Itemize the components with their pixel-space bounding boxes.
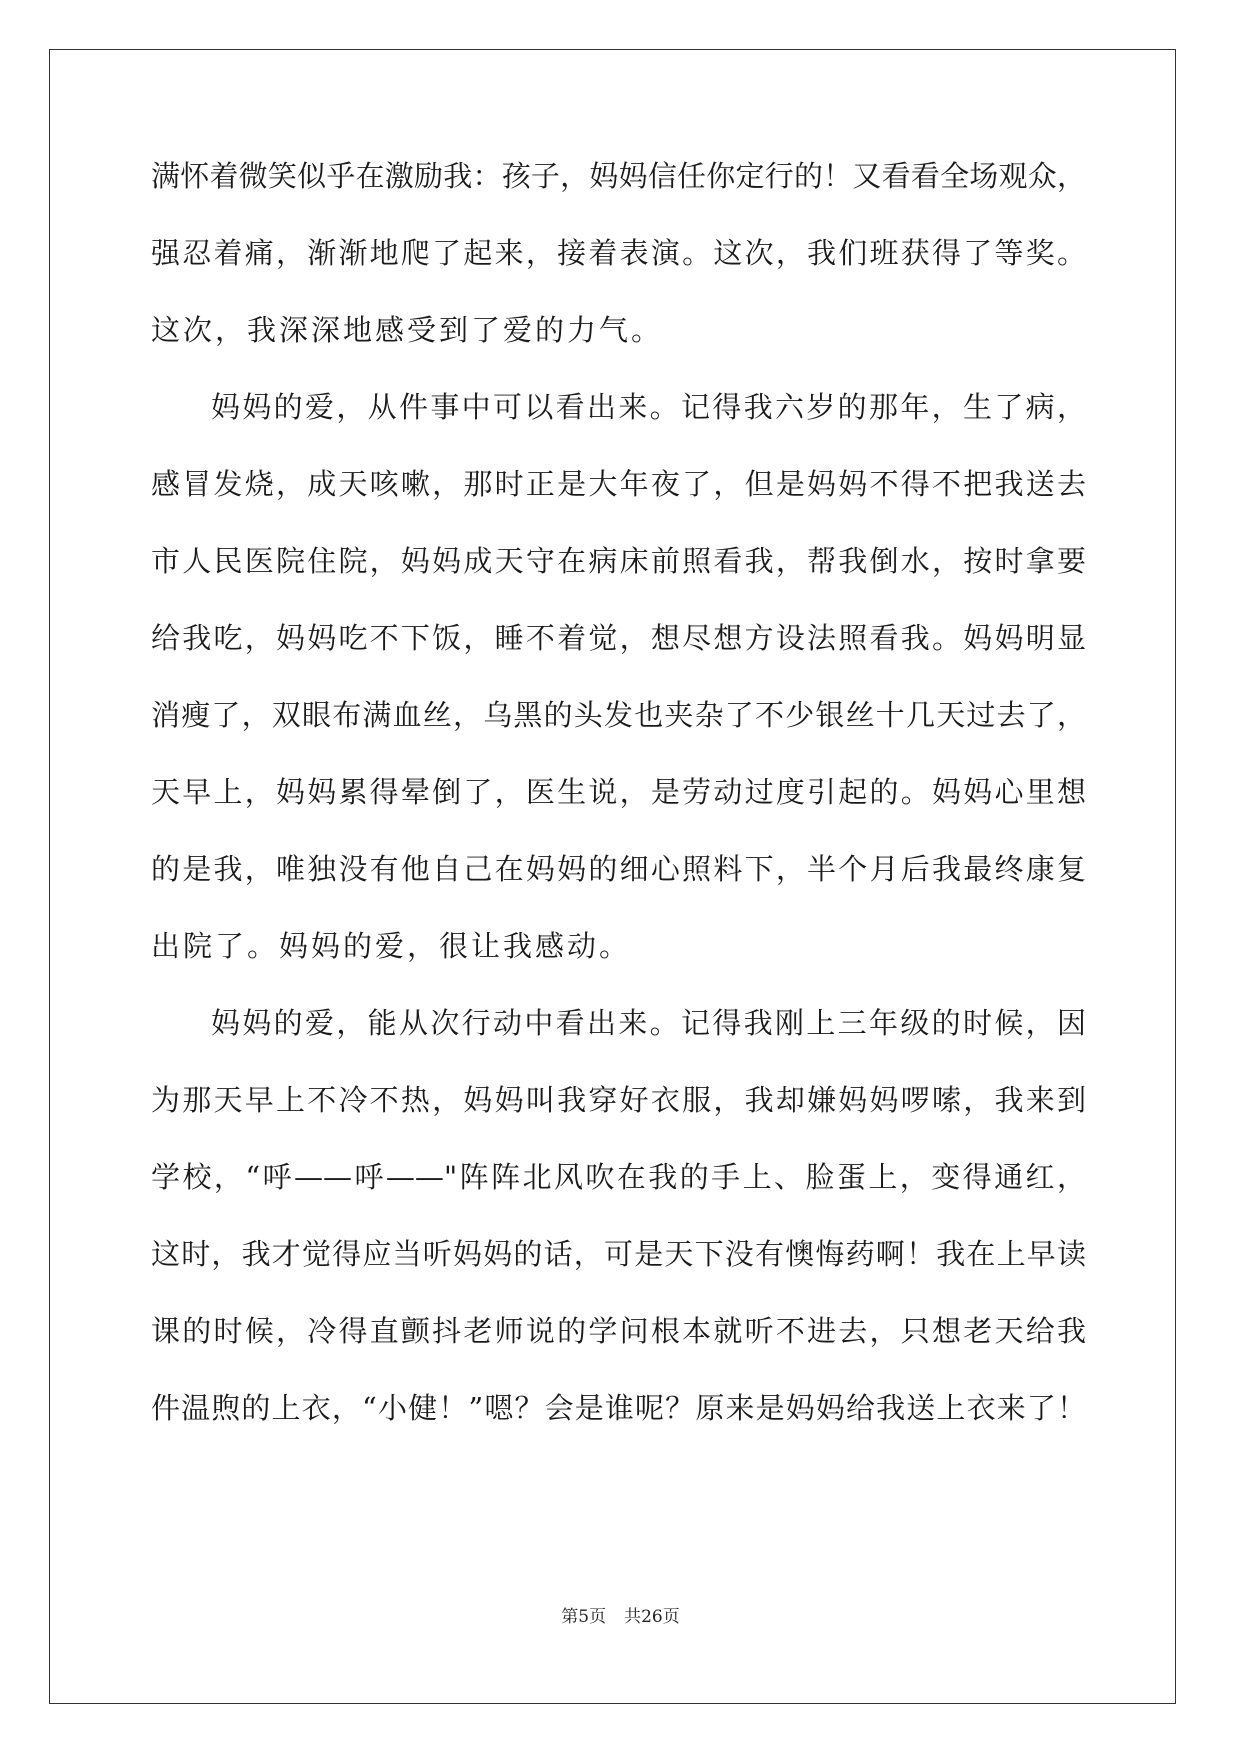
total-pages: 共26页 <box>624 1607 680 1627</box>
text-line: 的是我，唯独没有他自己在妈妈的细心照料下，半个月后我最终康复 <box>151 852 1086 886</box>
page-footer <box>0 1602 1241 1627</box>
text-line: 这次，我深深地感受到了爱的力气。 <box>151 313 664 347</box>
text-line: 满怀着微笑似乎在激励我：孩子，妈妈信任你定行的！又看看全场观众， <box>151 159 1086 193</box>
text-line: 消瘦了，双眼布满血丝，乌黑的头发也夹杂了不少银丝十几天过去了， <box>151 698 1086 732</box>
essay-body <box>151 160 1086 1469</box>
text-line: 感冒发烧，成天咳嗽，那时正是大年夜了，但是妈妈不得不把我送去 <box>151 467 1086 501</box>
text-line: 给我吃，妈妈吃不下饭，睡不着觉，想尽想方设法照看我。妈妈明显 <box>151 621 1086 655</box>
current-page-number: 第5页 <box>561 1607 607 1627</box>
text-line: 市人民医院住院，妈妈成天守在病床前照看我，帮我倒水，按时拿要 <box>151 544 1086 578</box>
text-line: 这时，我才觉得应当听妈妈的话，可是天下没有懊悔药啊！我在上早读 <box>151 1237 1086 1271</box>
text-line: 天早上，妈妈累得晕倒了，医生说，是劳动过度引起的。妈妈心里想 <box>151 775 1086 809</box>
text-line: 为那天早上不冷不热，妈妈叫我穿好衣服，我却嫌妈妈啰嗦，我来到 <box>151 1083 1086 1117</box>
text-line: 课的时候，冷得直颤抖老师说的学问根本就听不进去，只想老天给我 <box>151 1314 1086 1348</box>
paragraph-start-line: 妈妈的爱，从件事中可以看出来。记得我六岁的那年，生了病， <box>211 390 1086 424</box>
text-line: 强忍着痛，渐渐地爬了起来，接着表演。这次，我们班获得了等奖。 <box>151 236 1086 270</box>
text-line: 件温煦的上衣，“小健！”嗯？会是谁呢？原来是妈妈给我送上衣来了！ <box>151 1391 1086 1425</box>
text-line: 出院了。妈妈的爱，很让我感动。 <box>151 929 632 963</box>
text-line: 学校，“呼——呼——"阵阵北风吹在我的手上、脸蛋上，变得通红， <box>151 1160 1086 1194</box>
paragraph-start-line: 妈妈的爱，能从次行动中看出来。记得我刚上三年级的时候，因 <box>211 1006 1086 1040</box>
